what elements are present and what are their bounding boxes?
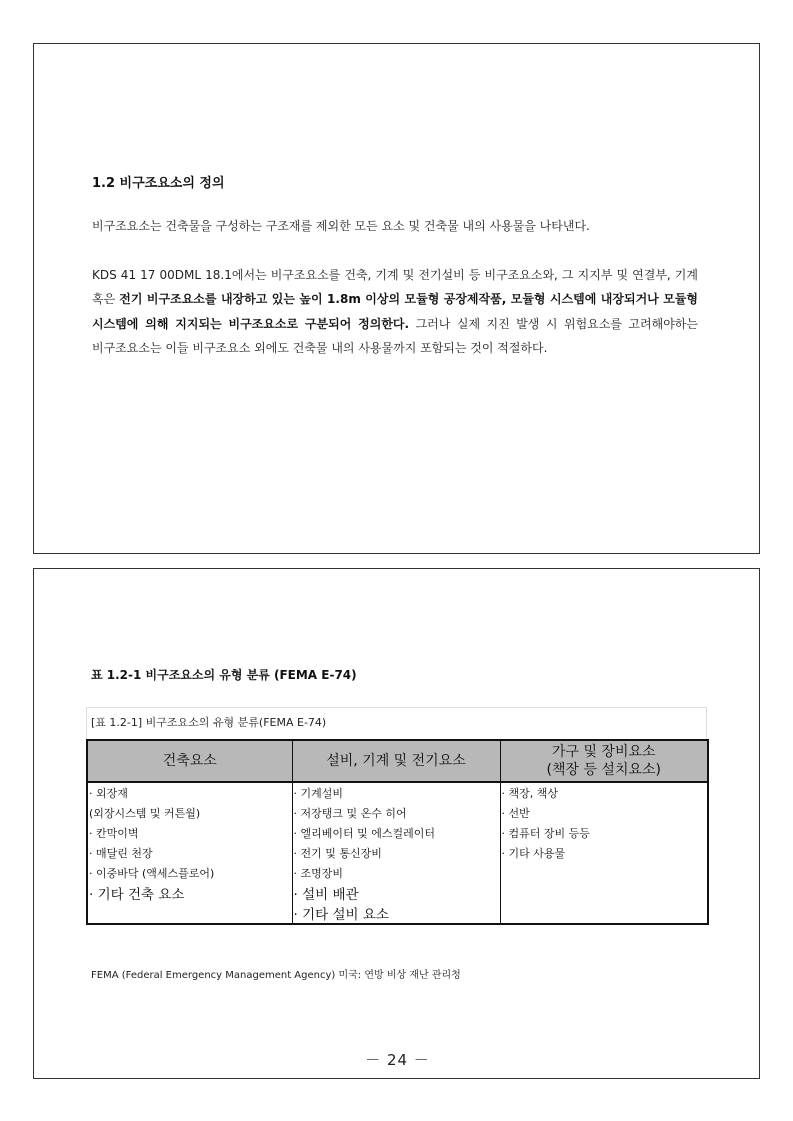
table-row <box>87 883 708 903</box>
table-cell: · 전기 및 통신장비 <box>292 843 500 863</box>
table-header-row <box>87 740 708 782</box>
table-cell: · 엘리베이터 및 에스컬레이터 <box>292 823 500 843</box>
table-row <box>87 863 708 883</box>
definition-paragraph: 비구조요소는 건축물을 구성하는 구조재를 제외한 모든 요소 및 건축물 내의 사용물을 나타낸다. <box>92 219 590 233</box>
table-cell <box>500 883 708 903</box>
table-row <box>87 823 708 843</box>
header-architectural: 건축요소 <box>87 740 292 782</box>
classification-table-container <box>86 707 707 925</box>
table-cell: · 기타 설비 요소 <box>292 903 500 924</box>
page-number: － 24 － <box>365 1051 430 1069</box>
table-caption: [표 1.2-1] 비구조요소의 유형 분류(FEMA E-74) <box>86 707 707 739</box>
table-cell <box>500 903 708 924</box>
table-cell: · 조명장비 <box>292 863 500 883</box>
footnote: FEMA (Federal Emergency Management Agency) 미국: 연방 비상 재난 관리청 <box>91 970 461 981</box>
table-cell: · 컴퓨터 장비 등등 <box>500 823 708 843</box>
table-cell: · 책장, 책상 <box>500 782 708 803</box>
table-cell <box>87 903 292 924</box>
header-furniture-line1: 가구 및 장비요소 <box>551 744 656 760</box>
table-cell: · 선반 <box>500 803 708 823</box>
table-row <box>87 782 708 803</box>
section-heading: 1.2 비구조요소의 정의 <box>92 176 225 191</box>
table-heading: 표 1.2-1 비구조요소의 유형 분류 (FEMA E-74) <box>91 668 357 682</box>
lower-page-panel <box>33 568 760 1079</box>
table-cell: · 기계설비 <box>292 782 500 803</box>
header-furniture-line2: (책장 등 설치요소) <box>546 762 661 778</box>
table-cell: · 매달린 천장 <box>87 843 292 863</box>
kds-paragraph <box>92 263 698 360</box>
table-cell: · 설비 배관 <box>292 883 500 903</box>
upper-page-panel <box>33 43 760 554</box>
table-cell: · 기타 건축 요소 <box>87 883 292 903</box>
table-row <box>87 843 708 863</box>
kds-text-part2: 그러나 실제 지진 발생 시 위험요소를 고려해야하는 비구조요소는 이들 비구조요소 외에도 건축물 내의 사용물까지 포함되는 것이 적절하다. <box>92 316 698 355</box>
table-cell: · 칸막이벽 <box>87 823 292 843</box>
header-mechanical-electrical: 설비, 기계 및 전기요소 <box>292 740 500 782</box>
header-furniture-equipment <box>500 740 708 782</box>
table-cell: · 이중바닥 (액세스플로어) <box>87 863 292 883</box>
table-cell: · 외장재 <box>87 782 292 803</box>
table-cell: · 저장탱크 및 온수 히어 <box>292 803 500 823</box>
table-cell: · 기타 사용물 <box>500 843 708 863</box>
table-row <box>87 803 708 823</box>
table-row <box>87 903 708 924</box>
kds-text-part1: KDS 41 17 00DML 18.1에서는 비구조요소를 건축, 기계 및 전기설비 등 비구조요소와, 그 지지부 및 연결부, 기계 혹은 <box>92 268 698 307</box>
kds-text-bold: 전기 비구조요소를 내장하고 있는 높이 1.8m 이상의 모듈형 공장제작품, 모듈형 시스템에 내장되거나 모듈형 시스템에 의해 지지되는 비구조요소로 구분되어 정의한다. <box>92 292 698 331</box>
table-cell: (외장시스템 및 커튼월) <box>87 803 292 823</box>
table-cell <box>500 863 708 883</box>
classification-table <box>86 739 709 925</box>
